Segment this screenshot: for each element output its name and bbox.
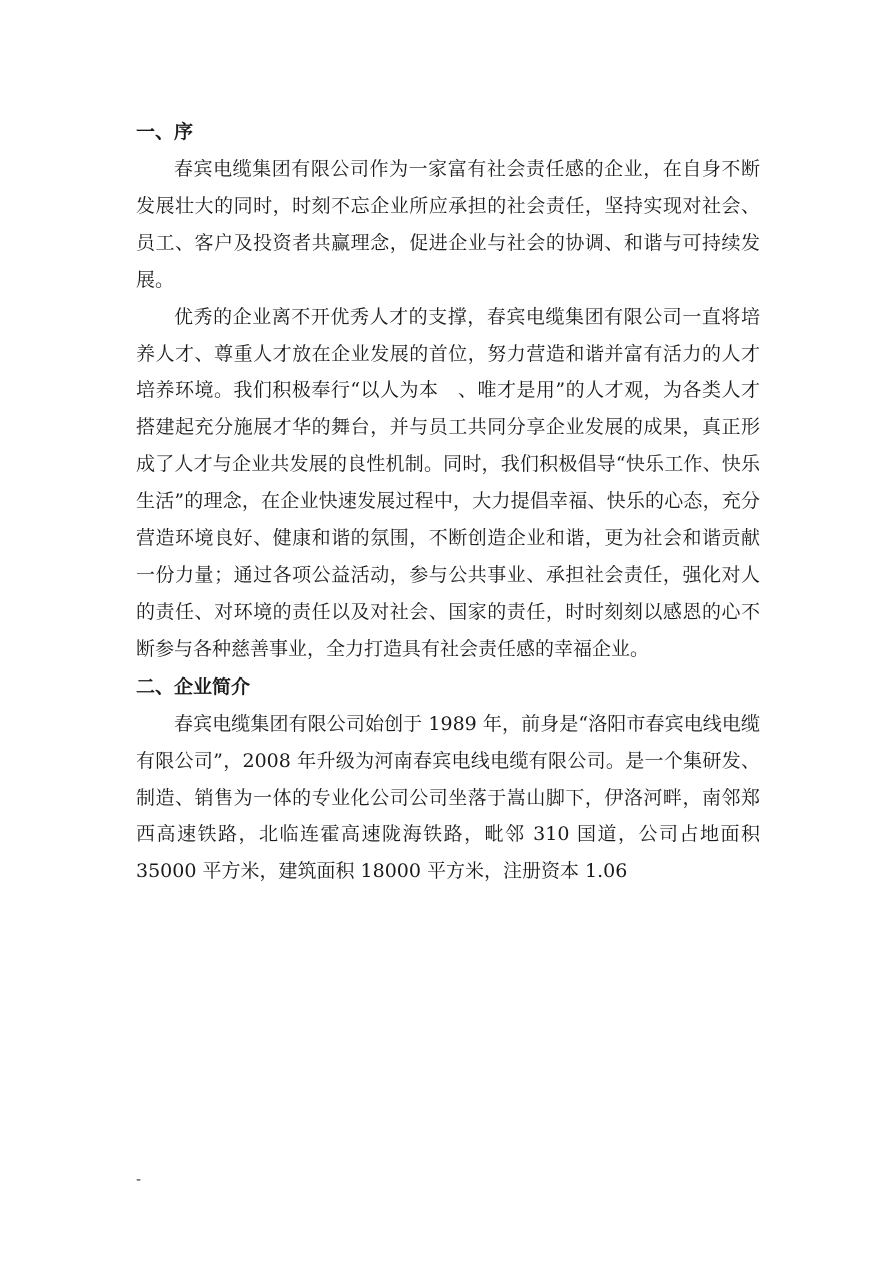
page-footer-mark: - [136,1172,142,1188]
document-body [136,113,760,890]
section-preface [136,113,760,668]
paragraph: 春宾电缆集团有限公司始创于 1989 年，前身是“洛阳市春宾电线电缆有限公司”，2008 年升级为河南春宾电线电缆有限公司。是一个集研发、制造、销售为一体的专业化公司公司坐落于嵩山脚下，伊洛河畔，南邻郑西高速铁路，北临连霍高速陇海铁路，毗邻 310 国道，公司占地面积 35000 平方米，建筑面积 18000 平方米，注册资本 1.06 [136,712,760,883]
section-heading: 一、序 [136,121,194,143]
paragraph: 春宾电缆集团有限公司作为一家富有社会责任感的企业，在自身不断发展壮大的同时，时刻不忘企业所应承担的社会责任，坚持实现对社会、员工、客户及投资者共赢理念，促进企业与社会的协调、和谐与可持续发展。 [136,158,760,291]
paragraph: 优秀的企业离不开优秀人才的支撑，春宾电缆集团有限公司一直将培养人才、尊重人才放在企业发展的首位，努力营造和谐并富有活力的人才培养环境。我们积极奉行“以人为本 、唯才是用”的人才观，为各类人才搭建起充分施展才华的舞台，并与员工共同分享企业发展的成果，真正形成了人才与企业共发展的良性机制。同时，我们积极倡导“快乐工作、快乐生活”的理念，在企业快速发展过程中，大力提倡幸福、快乐的心态，充分营造环境良好、健康和谐的氛围，不断创造企业和谐，更为社会和谐贡献一份力量；通过各项公益活动，参与公共事业、承担社会责任，强化对人的责任、对环境的责任以及对社会、国家的责任，时时刻刻以感恩的心不断参与各种慈善事业，全力打造具有社会责任感的幸福企业。 [136,305,760,660]
section-heading: 二、企业简介 [136,675,251,698]
section-company-intro [136,668,760,891]
